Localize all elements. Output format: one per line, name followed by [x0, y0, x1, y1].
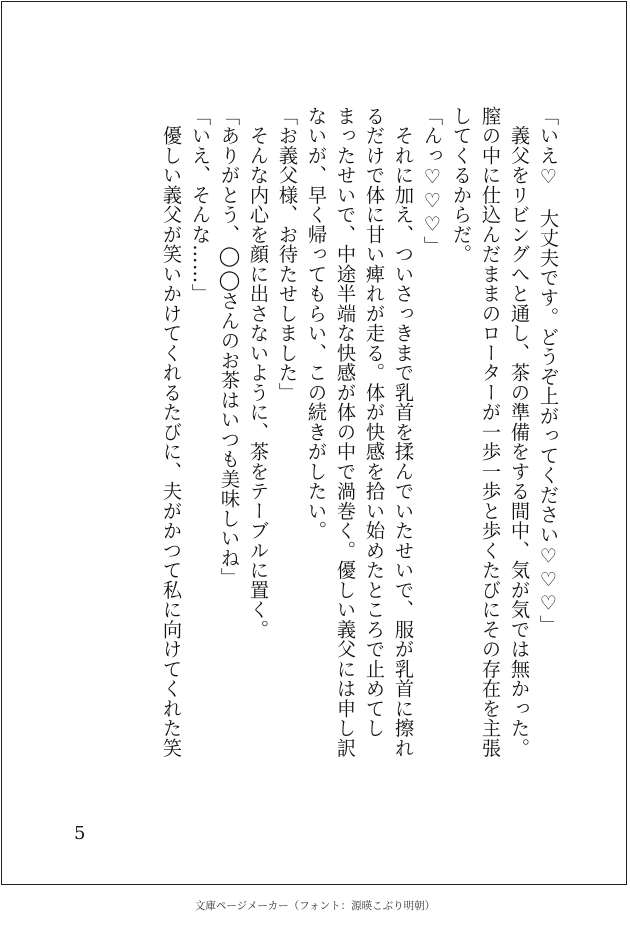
- text-line-2: 義父をリビングへと通し、茶の準備をする間中、気が気では無かった。: [508, 106, 531, 758]
- page-frame: [1, 1, 627, 885]
- footer-credit: 文庫ページメーカー（フォント：源暎こぶり明朝）: [194, 900, 436, 912]
- text-line-12: 「ありがとう、◯◯さんのお茶はいつも美味しいね」: [218, 106, 241, 588]
- text-line-3: 膣の中に仕込んだままのローターが一歩一歩と歩くたびにその存在を主張: [479, 106, 502, 758]
- text-line-7: るだけで体に甘い痺れが走る。体が快感を拾い始めたところで止めてし: [363, 106, 386, 738]
- text-line-1: 「いえ♡ 大丈夫です。どうぞ上がってください♡♡♡」: [537, 106, 560, 635]
- text-line-5: 「んっ♡♡♡」: [421, 106, 444, 256]
- text-line-14: 優しい義父が笑いかけてくれるたびに、夫がかつて私に向けてくれた笑: [160, 106, 183, 758]
- text-line-10: 「お義父様、お待たせしました」: [276, 106, 299, 403]
- text-line-9: ないが、早く帰ってもらい、この続きがしたい。: [305, 106, 328, 541]
- text-line-8: まったせいで、中途半端な快感が体の中で渦巻く。優しい義父には申し訳: [334, 106, 357, 758]
- text-line-11: そんな内心を顔に出さないように、茶をテーブルに置く。: [247, 106, 270, 640]
- page-number: 5: [74, 823, 86, 844]
- text-line-4: してくるからだ。: [450, 106, 473, 264]
- text-line-6: それに加え、ついさっきまで乳首を揉んでいたせいで、服が乳首に擦れ: [392, 106, 415, 758]
- text-line-13: 「いえ、そんな……」: [189, 106, 212, 304]
